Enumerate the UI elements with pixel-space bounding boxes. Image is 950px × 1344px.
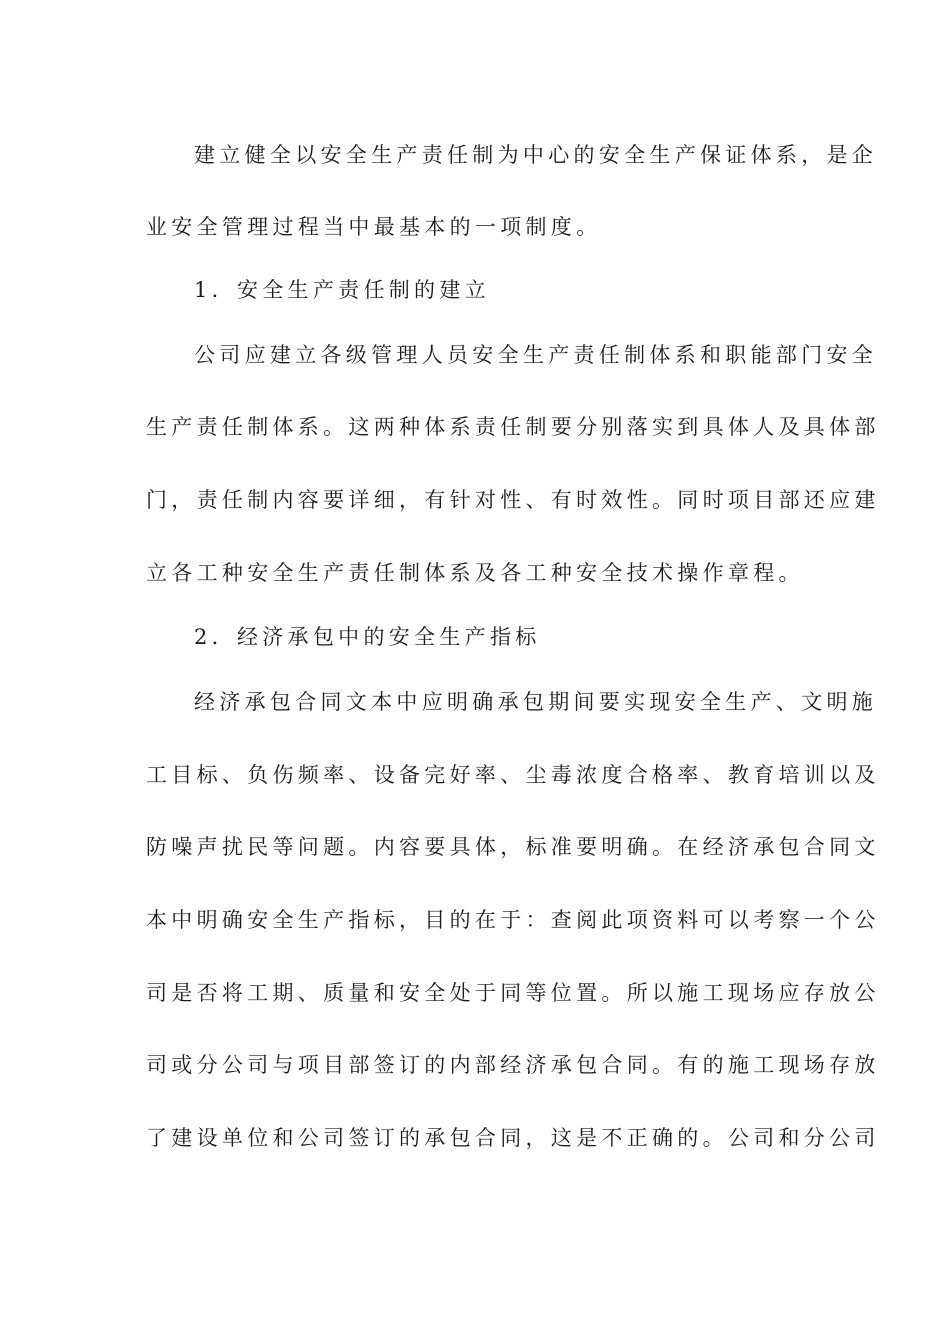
paragraph-line: 生产责任制体系。这两种体系责任制要分别落实到具体人及具体部 <box>146 415 880 439</box>
section-heading: 1．安全生产责任制的建立 <box>194 278 490 302</box>
paragraph-line: 门，责任制内容要详细，有针对性、有时效性。同时项目部还应建 <box>146 488 880 512</box>
paragraph-line: 了建设单位和公司签订的承包合同，这是不正确的。公司和分公司 <box>146 1126 880 1150</box>
section-heading: 2．经济承包中的安全生产指标 <box>194 625 541 649</box>
paragraph-line: 公司应建立各级管理人员安全生产责任制体系和职能部门安全 <box>194 343 878 367</box>
paragraph-line: 本中明确安全生产指标，目的在于：查阅此项资料可以考察一个公 <box>146 908 880 932</box>
paragraph-line: 立各工种安全生产责任制体系及各工种安全技术操作章程。 <box>146 561 804 585</box>
paragraph-line: 防噪声扰民等问题。内容要具体，标准要明确。在经济承包合同文 <box>146 835 880 859</box>
paragraph-line: 业安全管理过程当中最基本的一项制度。 <box>146 215 602 239</box>
paragraph-line: 经济承包合同文本中应明确承包期间要实现安全生产、文明施 <box>194 690 878 714</box>
paragraph-line: 建立健全以安全生产责任制为中心的安全生产保证体系，是企 <box>194 143 878 167</box>
paragraph-line: 司或分公司与项目部签订的内部经济承包合同。有的施工现场存放 <box>146 1053 880 1077</box>
paragraph-line: 工目标、负伤频率、设备完好率、尘毒浓度合格率、教育培训以及 <box>146 763 880 787</box>
paragraph-line: 司是否将工期、质量和安全处于同等位置。所以施工现场应存放公 <box>146 981 880 1005</box>
